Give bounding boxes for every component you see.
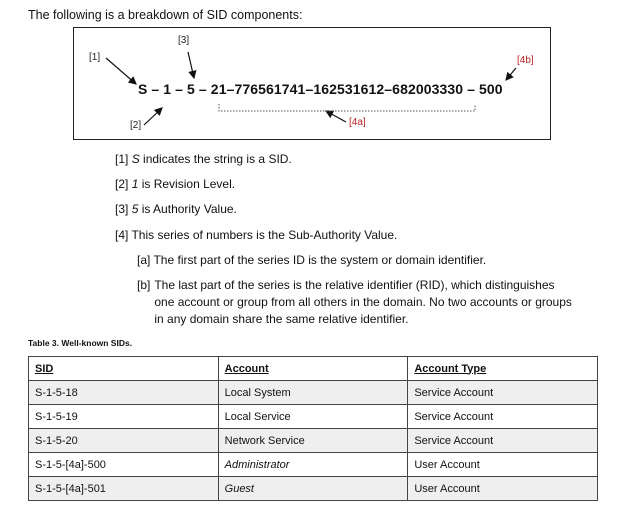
cell-type: Service Account [408, 429, 598, 453]
callout-4a: [4a] [349, 117, 366, 128]
callout-3: [3] [178, 35, 190, 46]
cell-sid: S-1-5-20 [29, 429, 219, 453]
table-row [29, 429, 598, 453]
cell-account: Local System [218, 381, 408, 405]
definition-3: [3] 5 is Authority Value. [115, 202, 237, 216]
header-account: Account [218, 357, 408, 381]
intro-text: The following is a breakdown of SID components: [28, 8, 303, 22]
table-row [29, 405, 598, 429]
cell-type: User Account [408, 453, 598, 477]
table-row [29, 453, 598, 477]
table-caption: Table 3. Well-known SIDs. [28, 338, 133, 348]
table-header-row [29, 357, 598, 381]
arrow-3 [188, 52, 194, 78]
header-account-type: Account Type [408, 357, 598, 381]
cell-sid: S-1-5-19 [29, 405, 219, 429]
definition-4: [4] This series of numbers is the Sub-Authority Value. [115, 228, 398, 242]
cell-account: Local Service [218, 405, 408, 429]
definition-2: [2] 1 is Revision Level. [115, 177, 236, 191]
sub-definition-a: [a] The first part of the series ID is the system or domain identifier. [137, 253, 487, 267]
sid-string: S – 1 – 5 – 21–776561741–162531612–682003330 – 500 [138, 81, 503, 97]
table-row [29, 381, 598, 405]
arrow-4b [506, 68, 516, 80]
definition-1: [1] S indicates the string is a SID. [115, 152, 292, 166]
cell-sid: S-1-5-18 [29, 381, 219, 405]
sub-definition-b: [b] The last part of the series is the relative identifier (RID), which distinguishes one account or group from all others in the domain. No two accounts or groups in any domain share the same relative identifier. [137, 278, 572, 326]
cell-type: Service Account [408, 381, 598, 405]
cell-sid: S-1-5-[4a]-501 [29, 477, 219, 501]
arrow-1 [106, 58, 136, 84]
cell-type: User Account [408, 477, 598, 501]
cell-sid: S-1-5-[4a]-500 [29, 453, 219, 477]
bracket-4a [219, 104, 475, 111]
callout-2: [2] [130, 120, 142, 131]
cell-type: Service Account [408, 405, 598, 429]
header-sid: SID [29, 357, 219, 381]
arrow-2 [144, 108, 162, 125]
callout-1: [1] [89, 52, 101, 63]
cell-account: Administrator [218, 453, 408, 477]
cell-account: Network Service [218, 429, 408, 453]
table-row [29, 477, 598, 501]
arrow-4a [326, 111, 346, 122]
callout-4b: [4b] [517, 55, 534, 66]
sid-diagram [73, 27, 551, 140]
well-known-sids-table [28, 356, 598, 501]
cell-account: Guest [218, 477, 408, 501]
